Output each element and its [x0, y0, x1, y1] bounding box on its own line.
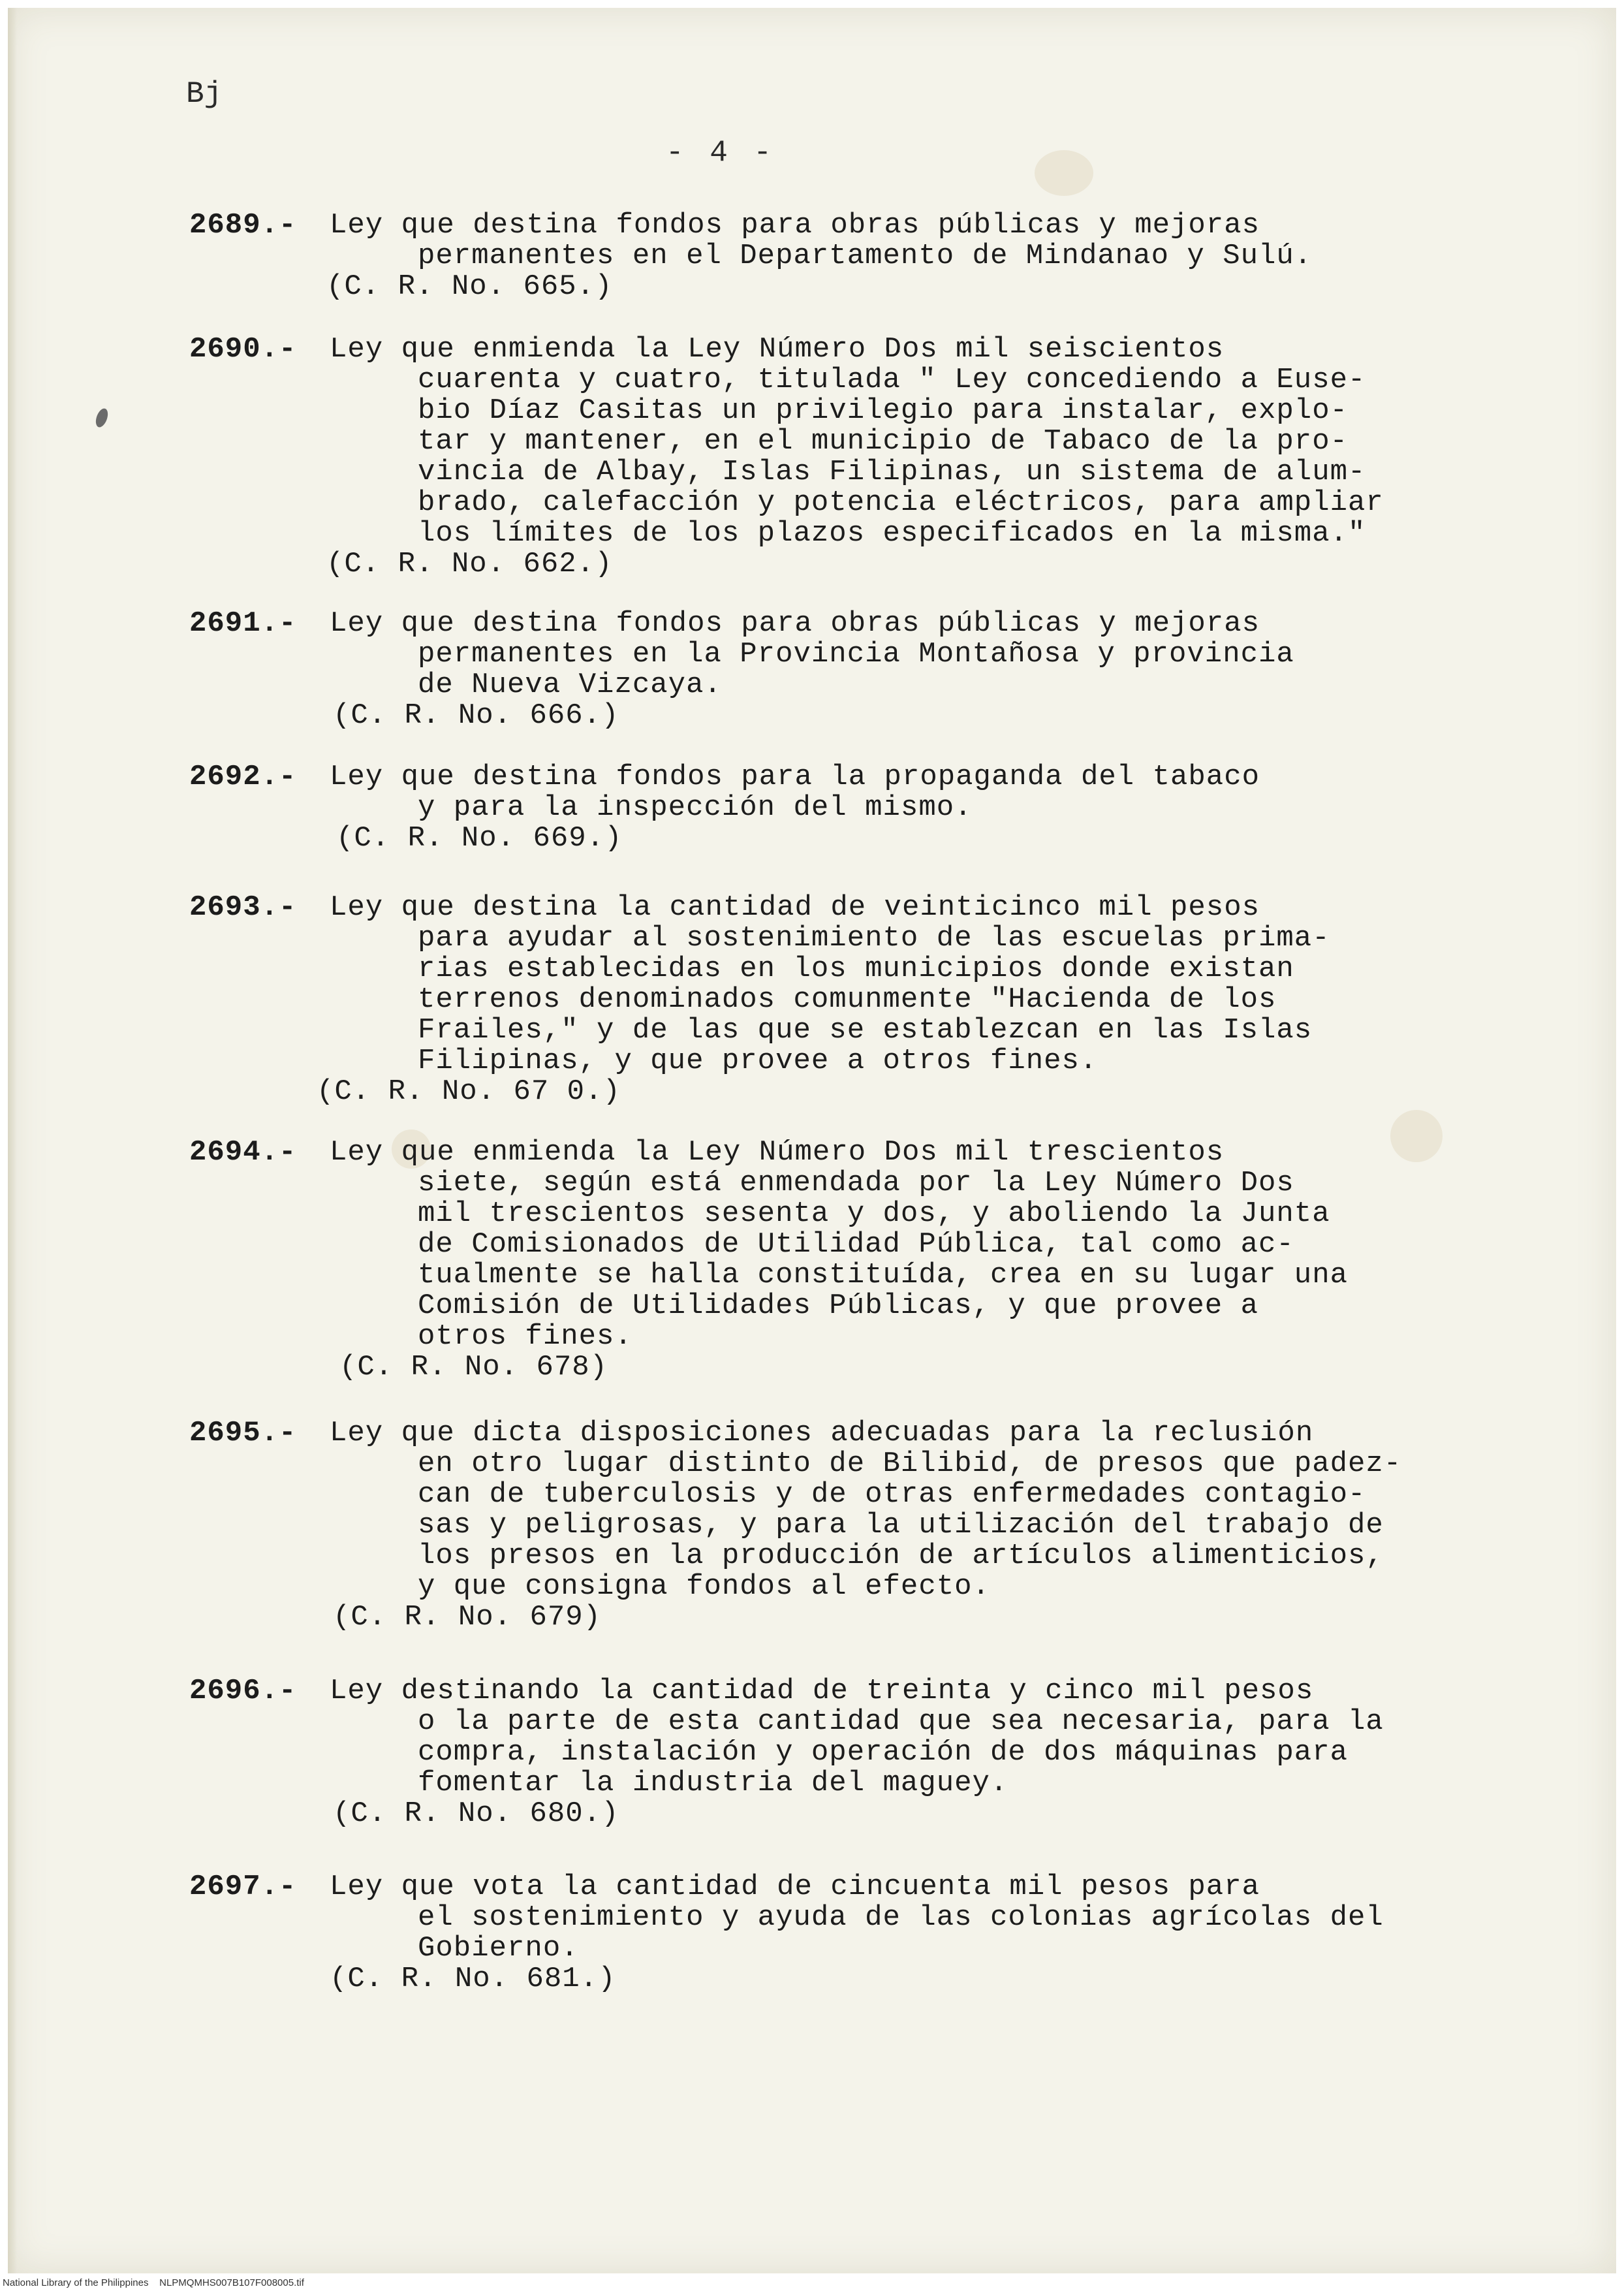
law-description-line: tar y mantener, en el municipio de Tabaco de la pro- — [418, 425, 1349, 458]
law-citation: (C. R. No. 67 0.) — [317, 1075, 621, 1108]
law-citation: (C. R. No. 681.) — [330, 1963, 616, 1995]
law-description-line: terrenos denominados comunmente "Hacienda de los — [418, 983, 1277, 1016]
law-number: 2690.- — [189, 333, 297, 366]
law-description-line: Frailes," y de las que se establezcan en las Islas — [418, 1014, 1313, 1047]
law-description-line: los límites de los plazos especificados en la misma." — [418, 517, 1366, 550]
law-description-line: bio Díaz Casitas un privilegio para instalar, explo- — [418, 394, 1349, 427]
law-description-line: o la parte de esta cantidad que sea necesaria, para la — [418, 1705, 1384, 1738]
law-citation: (C. R. No. 666.) — [333, 699, 619, 732]
law-description-line: Gobierno. — [418, 1932, 579, 1965]
law-description-line: siete, según está enmendada por la Ley Número Dos — [418, 1167, 1294, 1199]
law-description-line: Ley que destina fondos para obras públicas y mejoras — [330, 607, 1260, 640]
paper-stain — [1390, 1110, 1443, 1162]
law-description-line: cuarenta y cuatro, titulada " Ley concediendo a Euse- — [418, 364, 1366, 396]
law-description-line: compra, instalación y operación de dos máquinas para — [418, 1736, 1349, 1769]
law-number: 2692.- — [189, 761, 297, 793]
law-description-line: rias establecidas en los municipios donde existan — [418, 953, 1294, 985]
law-description-line: y que consigna fondos al efecto. — [418, 1570, 990, 1603]
law-description-line: Ley que enmienda la Ley Número Dos mil seiscientos — [330, 333, 1225, 366]
law-description-line: Ley que enmienda la Ley Número Dos mil trescientos — [330, 1136, 1225, 1169]
law-description-line: Comisión de Utilidades Públicas, y que provee a — [418, 1289, 1259, 1322]
law-description-line: de Nueva Vizcaya. — [418, 669, 722, 701]
archive-footer: National Library of the Philippines NLPMQMHS007B107F008005.tif — [3, 2277, 304, 2288]
law-number: 2697.- — [189, 1871, 297, 1903]
law-description-line: Ley que destina fondos para la propaganda del tabaco — [330, 761, 1260, 793]
law-citation: (C. R. No. 662.) — [326, 548, 613, 580]
page-edge-shadow — [8, 8, 17, 2273]
law-number: 2693.- — [189, 891, 297, 924]
document-initials: Bj — [186, 77, 223, 111]
law-description-line: otros fines. — [418, 1320, 632, 1353]
law-citation: (C. R. No. 669.) — [336, 822, 623, 855]
law-number: 2691.- — [189, 607, 297, 640]
law-description-line: Filipinas, y que provee a otros fines. — [418, 1045, 1098, 1077]
law-description-line: Ley que vota la cantidad de cincuenta mil pesos para — [330, 1871, 1260, 1903]
law-citation: (C. R. No. 678) — [339, 1351, 608, 1383]
law-description-line: Ley que destina la cantidad de veinticinco mil pesos — [330, 891, 1260, 924]
law-description-line: tualmente se halla constituída, crea en su lugar una — [418, 1259, 1349, 1291]
law-description-line: mil trescientos sesenta y dos, y aboliendo la Junta — [418, 1197, 1330, 1230]
law-description-line: permanentes en la Provincia Montañosa y provincia — [418, 638, 1294, 671]
law-description-line: Ley que destina fondos para obras públicas y mejoras — [330, 209, 1260, 242]
law-citation: (C. R. No. 680.) — [333, 1797, 619, 1830]
paper-stain — [1035, 150, 1093, 196]
law-description-line: en otro lugar distinto de Bilibid, de presos que padez- — [418, 1447, 1402, 1480]
law-description-line: los presos en la producción de artículos alimenticios, — [418, 1540, 1384, 1572]
law-description-line: can de tuberculosis y de otras enfermedades contagio- — [418, 1478, 1366, 1511]
law-description-line: Ley destinando la cantidad de treinta y cinco mil pesos — [330, 1675, 1314, 1707]
law-citation: (C. R. No. 679) — [333, 1601, 602, 1634]
law-description-line: Ley que dicta disposiciones adecuadas para la reclusión — [330, 1417, 1314, 1449]
law-description-line: brado, calefacción y potencia eléctricos, para ampliar — [418, 486, 1384, 519]
law-description-line: sas y peligrosas, y para la utilización del trabajo de — [418, 1509, 1384, 1541]
law-description-line: vincia de Albay, Islas Filipinas, un sistema de alum- — [418, 456, 1366, 488]
law-description-line: fomentar la industria del maguey. — [418, 1767, 1008, 1799]
law-description-line: de Comisionados de Utilidad Pública, tal como ac- — [418, 1228, 1294, 1261]
law-citation: (C. R. No. 665.) — [326, 270, 613, 303]
law-number: 2689.- — [189, 209, 297, 242]
law-number: 2694.- — [189, 1136, 297, 1169]
law-number: 2696.- — [189, 1675, 297, 1707]
law-number: 2695.- — [189, 1417, 297, 1449]
law-description-line: y para la inspección del mismo. — [418, 791, 973, 824]
law-description-line: permanentes en el Departamento de Mindanao y Sulú. — [418, 240, 1313, 272]
law-description-line: para ayudar al sostenimiento de las escuelas prima- — [418, 922, 1330, 955]
page-number: - 4 - — [666, 136, 776, 170]
law-description-line: el sostenimiento y ayuda de las colonias agrícolas del — [418, 1901, 1384, 1934]
